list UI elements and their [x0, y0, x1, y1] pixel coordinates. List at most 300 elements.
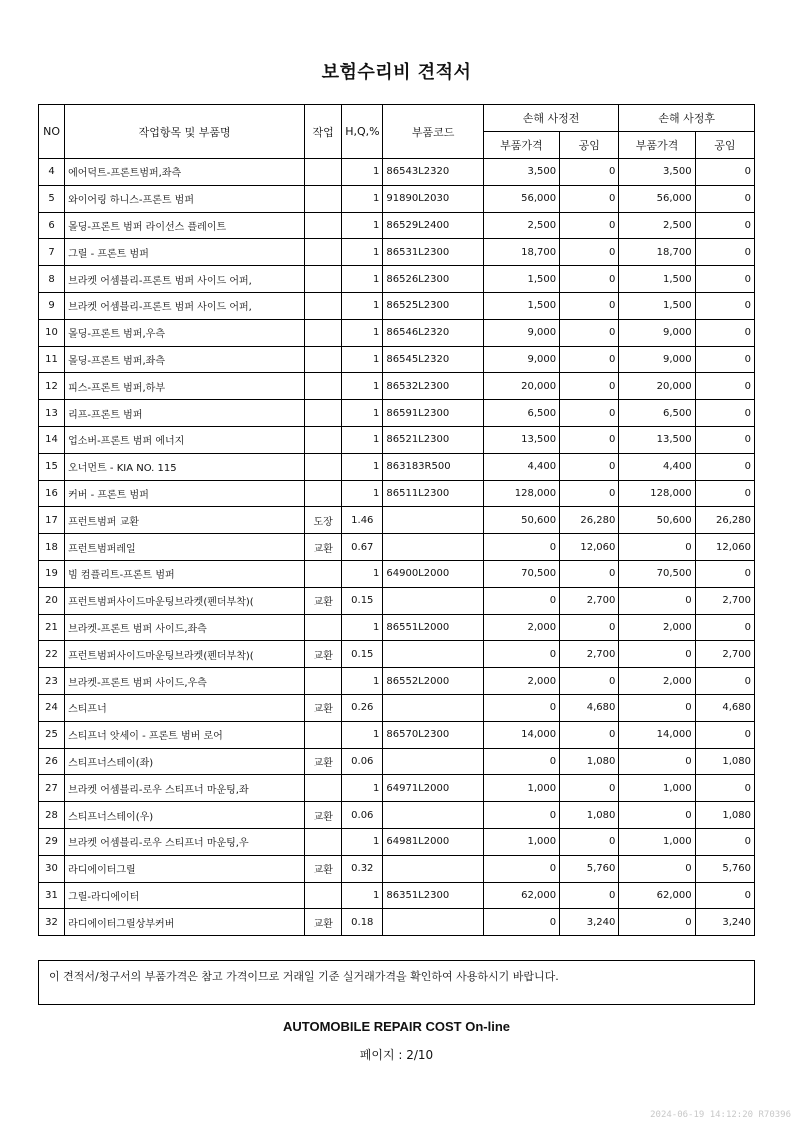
row-work-type — [305, 480, 342, 507]
row-after-part-price: 50,600 — [619, 507, 695, 534]
row-no: 28 — [39, 802, 65, 829]
row-before-labor: 2,700 — [560, 641, 619, 668]
row-after-part-price: 0 — [619, 587, 695, 614]
row-after-part-price: 56,000 — [619, 185, 695, 212]
row-item-name: 스티프너 — [65, 694, 305, 721]
row-part-code: 91890L2030 — [383, 185, 483, 212]
row-work-type: 교환 — [305, 855, 342, 882]
footer-title: AUTOMOBILE REPAIR COST On-line — [282, 1019, 511, 1034]
row-hq: 0.67 — [342, 534, 383, 561]
header-after-part-price: 부품가격 — [619, 132, 695, 159]
row-hq: 1 — [342, 373, 383, 400]
row-after-part-price: 2,000 — [619, 614, 695, 641]
row-before-labor: 26,280 — [560, 507, 619, 534]
row-before-part-price: 20,000 — [483, 373, 559, 400]
table-row — [39, 748, 755, 775]
row-item-name: 빔 컴플리트-프론트 범퍼 — [65, 560, 305, 587]
row-before-labor: 5,760 — [560, 855, 619, 882]
row-no: 24 — [39, 694, 65, 721]
row-no: 13 — [39, 400, 65, 427]
row-before-part-price: 56,000 — [483, 185, 559, 212]
row-after-part-price: 1,000 — [619, 775, 695, 802]
header-hq: H,Q,% — [342, 105, 383, 159]
row-part-code — [383, 641, 483, 668]
table-row — [39, 560, 755, 587]
row-before-part-price: 2,500 — [483, 212, 559, 239]
row-item-name: 스티프너 앗세이 - 프론트 범버 로어 — [65, 721, 305, 748]
row-work-type — [305, 212, 342, 239]
row-after-part-price: 14,000 — [619, 721, 695, 748]
row-work-type: 도장 — [305, 507, 342, 534]
row-item-name: 오너먼트 - KIA NO. 115 — [65, 453, 305, 480]
row-no: 4 — [39, 159, 65, 186]
row-after-part-price: 70,500 — [619, 560, 695, 587]
row-after-labor: 4,680 — [695, 694, 754, 721]
row-after-part-price: 128,000 — [619, 480, 695, 507]
row-part-code — [383, 534, 483, 561]
row-part-code: 86351L2300 — [383, 882, 483, 909]
row-after-part-price: 62,000 — [619, 882, 695, 909]
row-hq: 1 — [342, 480, 383, 507]
row-item-name: 브라켓 어셈블리-로우 스티프너 마운팅,좌 — [65, 775, 305, 802]
row-work-type — [305, 614, 342, 641]
row-after-labor: 0 — [695, 159, 754, 186]
row-after-labor: 2,700 — [695, 587, 754, 614]
row-before-part-price: 0 — [483, 855, 559, 882]
row-no: 18 — [39, 534, 65, 561]
table-row — [39, 266, 755, 293]
row-after-part-price: 18,700 — [619, 239, 695, 266]
row-part-code — [383, 587, 483, 614]
row-item-name: 프런트범퍼사이드마운팅브라켓(펜더부착)( — [65, 587, 305, 614]
row-no: 15 — [39, 453, 65, 480]
row-after-part-price: 0 — [619, 855, 695, 882]
row-before-labor: 0 — [560, 159, 619, 186]
row-after-labor: 0 — [695, 560, 754, 587]
estimate-rows — [39, 159, 755, 936]
header-work: 작업 — [305, 105, 342, 159]
table-row — [39, 614, 755, 641]
row-after-labor: 26,280 — [695, 507, 754, 534]
row-work-type — [305, 882, 342, 909]
table-row — [39, 319, 755, 346]
row-work-type: 교환 — [305, 641, 342, 668]
row-work-type — [305, 159, 342, 186]
page-number: 페이지 : 2/10 — [359, 1048, 434, 1062]
row-hq: 1 — [342, 828, 383, 855]
row-after-part-price: 2,000 — [619, 668, 695, 695]
row-hq: 0.32 — [342, 855, 383, 882]
row-after-labor: 0 — [695, 828, 754, 855]
timestamp-stamp: 2024-06-19 14:12:20 R70396 — [650, 1110, 791, 1120]
row-hq: 0.06 — [342, 748, 383, 775]
row-work-type — [305, 828, 342, 855]
row-item-name: 스티프너스테이(우) — [65, 802, 305, 829]
row-before-part-price: 14,000 — [483, 721, 559, 748]
row-hq: 1 — [342, 668, 383, 695]
row-after-labor: 0 — [695, 614, 754, 641]
row-before-labor: 0 — [560, 239, 619, 266]
row-work-type — [305, 453, 342, 480]
row-after-part-price: 9,000 — [619, 319, 695, 346]
row-no: 30 — [39, 855, 65, 882]
row-item-name: 브라켓-프론트 범퍼 사이드,좌측 — [65, 614, 305, 641]
row-hq: 1 — [342, 721, 383, 748]
header-after: 손해 사정후 — [619, 105, 755, 132]
table-row — [39, 775, 755, 802]
row-part-code: 64981L2000 — [383, 828, 483, 855]
row-part-code: 86546L2320 — [383, 319, 483, 346]
row-hq: 1 — [342, 292, 383, 319]
row-before-part-price: 18,700 — [483, 239, 559, 266]
row-after-labor: 12,060 — [695, 534, 754, 561]
row-item-name: 커버 - 프론트 범퍼 — [65, 480, 305, 507]
row-work-type — [305, 292, 342, 319]
table-row — [39, 587, 755, 614]
table-row — [39, 802, 755, 829]
row-before-labor: 0 — [560, 373, 619, 400]
table-row — [39, 212, 755, 239]
row-before-part-price: 2,000 — [483, 668, 559, 695]
row-before-part-price: 0 — [483, 641, 559, 668]
row-before-part-price: 9,000 — [483, 346, 559, 373]
row-after-labor: 0 — [695, 882, 754, 909]
row-part-code — [383, 748, 483, 775]
row-hq: 1 — [342, 319, 383, 346]
row-before-labor: 1,080 — [560, 748, 619, 775]
row-work-type — [305, 775, 342, 802]
row-part-code: 86545L2320 — [383, 346, 483, 373]
row-hq: 1 — [342, 212, 383, 239]
row-part-code — [383, 802, 483, 829]
row-before-part-price: 4,400 — [483, 453, 559, 480]
row-hq: 1 — [342, 400, 383, 427]
table-row — [39, 828, 755, 855]
row-hq: 1 — [342, 453, 383, 480]
row-before-part-price: 2,000 — [483, 614, 559, 641]
row-after-part-price: 4,400 — [619, 453, 695, 480]
row-item-name: 브라켓 어셈블리-프론트 범퍼 사이드 어퍼, — [65, 292, 305, 319]
price-notice: 이 견적서/청구서의 부품가격은 참고 가격이므로 거래일 기준 실거래가격을 확인하여 사용하시기 바랍니다. — [38, 960, 755, 1005]
row-after-labor: 1,080 — [695, 802, 754, 829]
row-work-type — [305, 346, 342, 373]
row-before-part-price: 50,600 — [483, 507, 559, 534]
estimate-table — [38, 104, 755, 936]
header-item: 작업항목 및 부품명 — [65, 105, 305, 159]
row-no: 11 — [39, 346, 65, 373]
row-before-labor: 0 — [560, 560, 619, 587]
row-part-code: 86543L2320 — [383, 159, 483, 186]
row-hq: 0.26 — [342, 694, 383, 721]
row-before-labor: 0 — [560, 292, 619, 319]
row-after-part-price: 0 — [619, 802, 695, 829]
row-after-labor: 0 — [695, 775, 754, 802]
row-item-name: 프런트범퍼레일 — [65, 534, 305, 561]
row-item-name: 프런트범퍼 교환 — [65, 507, 305, 534]
row-work-type — [305, 266, 342, 293]
row-item-name: 그릴 - 프론트 범퍼 — [65, 239, 305, 266]
table-row — [39, 453, 755, 480]
row-hq: 1 — [342, 346, 383, 373]
row-no: 14 — [39, 426, 65, 453]
row-item-name: 와이어링 하니스-프론트 범퍼 — [65, 185, 305, 212]
row-work-type — [305, 560, 342, 587]
row-part-code: 86570L2300 — [383, 721, 483, 748]
row-item-name: 브라켓 어셈블리-프론트 범퍼 사이드 어퍼, — [65, 266, 305, 293]
row-after-labor: 0 — [695, 212, 754, 239]
row-before-labor: 0 — [560, 346, 619, 373]
row-before-labor: 1,080 — [560, 802, 619, 829]
row-work-type — [305, 668, 342, 695]
table-row — [39, 909, 755, 936]
row-before-part-price: 0 — [483, 587, 559, 614]
row-after-labor: 0 — [695, 292, 754, 319]
table-row — [39, 507, 755, 534]
row-part-code: 86521L2300 — [383, 426, 483, 453]
row-hq: 1 — [342, 266, 383, 293]
table-row — [39, 373, 755, 400]
row-work-type — [305, 721, 342, 748]
row-part-code: 86525L2300 — [383, 292, 483, 319]
row-hq: 0.06 — [342, 802, 383, 829]
row-no: 10 — [39, 319, 65, 346]
row-no: 26 — [39, 748, 65, 775]
table-row — [39, 426, 755, 453]
row-item-name: 에어덕트-프론트범퍼,좌측 — [65, 159, 305, 186]
row-after-labor: 0 — [695, 480, 754, 507]
row-before-labor: 0 — [560, 266, 619, 293]
row-before-labor: 0 — [560, 426, 619, 453]
row-work-type — [305, 319, 342, 346]
row-after-part-price: 1,000 — [619, 828, 695, 855]
row-part-code: 86529L2400 — [383, 212, 483, 239]
row-after-labor: 0 — [695, 426, 754, 453]
row-part-code: 86552L2000 — [383, 668, 483, 695]
table-row — [39, 159, 755, 186]
row-no: 5 — [39, 185, 65, 212]
row-item-name: 라디에이터그릴상부커버 — [65, 909, 305, 936]
row-part-code — [383, 855, 483, 882]
row-item-name: 리프-프론트 범퍼 — [65, 400, 305, 427]
row-part-code: 86511L2300 — [383, 480, 483, 507]
row-part-code: 86532L2300 — [383, 373, 483, 400]
row-after-labor: 0 — [695, 239, 754, 266]
row-item-name: 브라켓-프론트 범퍼 사이드,우측 — [65, 668, 305, 695]
row-after-part-price: 0 — [619, 641, 695, 668]
header-before: 손해 사정전 — [483, 105, 619, 132]
row-work-type: 교환 — [305, 694, 342, 721]
row-part-code — [383, 694, 483, 721]
row-before-part-price: 1,500 — [483, 292, 559, 319]
row-after-labor: 0 — [695, 185, 754, 212]
row-after-labor: 0 — [695, 319, 754, 346]
row-before-part-price: 0 — [483, 802, 559, 829]
row-before-part-price: 128,000 — [483, 480, 559, 507]
table-row — [39, 292, 755, 319]
row-hq: 0.18 — [342, 909, 383, 936]
row-no: 9 — [39, 292, 65, 319]
row-after-labor: 1,080 — [695, 748, 754, 775]
row-item-name: 피스-프론트 범퍼,하부 — [65, 373, 305, 400]
row-item-name: 프런트범퍼사이드마운팅브라켓(펜더부착)( — [65, 641, 305, 668]
row-item-name: 라디에이터그릴 — [65, 855, 305, 882]
table-row — [39, 641, 755, 668]
row-hq: 1 — [342, 239, 383, 266]
row-before-labor: 0 — [560, 212, 619, 239]
row-before-part-price: 0 — [483, 694, 559, 721]
row-work-type — [305, 373, 342, 400]
row-item-name: 몰딩-프론트 범퍼,좌측 — [65, 346, 305, 373]
row-part-code: 86526L2300 — [383, 266, 483, 293]
row-before-part-price: 13,500 — [483, 426, 559, 453]
row-work-type: 교환 — [305, 534, 342, 561]
row-after-part-price: 13,500 — [619, 426, 695, 453]
row-no: 25 — [39, 721, 65, 748]
row-no: 7 — [39, 239, 65, 266]
row-work-type — [305, 426, 342, 453]
row-part-code: 64900L2000 — [383, 560, 483, 587]
table-row — [39, 346, 755, 373]
table-row — [39, 534, 755, 561]
row-work-type — [305, 185, 342, 212]
header-code: 부품코드 — [383, 105, 483, 159]
row-before-part-price: 9,000 — [483, 319, 559, 346]
row-part-code: 64971L2000 — [383, 775, 483, 802]
row-no: 27 — [39, 775, 65, 802]
row-after-labor: 5,760 — [695, 855, 754, 882]
row-after-part-price: 0 — [619, 909, 695, 936]
row-after-part-price: 2,500 — [619, 212, 695, 239]
row-item-name: 업소버-프론트 범퍼 에너지 — [65, 426, 305, 453]
row-after-labor: 0 — [695, 346, 754, 373]
row-part-code — [383, 507, 483, 534]
row-part-code: 863183R500 — [383, 453, 483, 480]
row-after-labor: 0 — [695, 668, 754, 695]
document-title: 보험수리비 견적서 — [321, 62, 472, 83]
row-no: 20 — [39, 587, 65, 614]
row-before-labor: 0 — [560, 400, 619, 427]
row-no: 17 — [39, 507, 65, 534]
row-before-part-price: 1,500 — [483, 266, 559, 293]
table-row — [39, 721, 755, 748]
row-no: 31 — [39, 882, 65, 909]
row-item-name: 몰딩-프론트 범퍼,우측 — [65, 319, 305, 346]
row-hq: 1 — [342, 426, 383, 453]
row-no: 12 — [39, 373, 65, 400]
row-before-labor: 0 — [560, 668, 619, 695]
row-before-labor: 0 — [560, 480, 619, 507]
row-before-labor: 0 — [560, 614, 619, 641]
table-row — [39, 694, 755, 721]
row-hq: 1 — [342, 882, 383, 909]
row-part-code: 86551L2000 — [383, 614, 483, 641]
row-item-name: 그릴-라디에이터 — [65, 882, 305, 909]
row-before-part-price: 0 — [483, 748, 559, 775]
row-hq: 1 — [342, 185, 383, 212]
row-no: 16 — [39, 480, 65, 507]
row-no: 6 — [39, 212, 65, 239]
row-after-labor: 0 — [695, 453, 754, 480]
row-no: 29 — [39, 828, 65, 855]
row-before-labor: 0 — [560, 882, 619, 909]
row-part-code: 86591L2300 — [383, 400, 483, 427]
row-work-type — [305, 239, 342, 266]
row-after-part-price: 6,500 — [619, 400, 695, 427]
row-before-labor: 12,060 — [560, 534, 619, 561]
table-row — [39, 185, 755, 212]
row-before-labor: 4,680 — [560, 694, 619, 721]
row-item-name: 브라켓 어셈블리-로우 스티프너 마운팅,우 — [65, 828, 305, 855]
row-before-labor: 2,700 — [560, 587, 619, 614]
row-before-part-price: 3,500 — [483, 159, 559, 186]
row-no: 8 — [39, 266, 65, 293]
row-after-part-price: 9,000 — [619, 346, 695, 373]
row-work-type: 교환 — [305, 587, 342, 614]
header-before-part-price: 부품가격 — [483, 132, 559, 159]
header-after-labor: 공임 — [695, 132, 754, 159]
row-no: 21 — [39, 614, 65, 641]
row-after-part-price: 1,500 — [619, 266, 695, 293]
row-before-part-price: 1,000 — [483, 828, 559, 855]
row-work-type — [305, 400, 342, 427]
header-no: NO — [39, 105, 65, 159]
row-work-type: 교환 — [305, 802, 342, 829]
row-before-labor: 0 — [560, 453, 619, 480]
row-after-labor: 2,700 — [695, 641, 754, 668]
row-after-labor: 3,240 — [695, 909, 754, 936]
row-before-labor: 0 — [560, 828, 619, 855]
row-item-name: 몰딩-프론트 범퍼 라이선스 플레이트 — [65, 212, 305, 239]
table-row — [39, 480, 755, 507]
row-after-labor: 0 — [695, 721, 754, 748]
row-after-labor: 0 — [695, 400, 754, 427]
row-after-part-price: 0 — [619, 694, 695, 721]
row-before-labor: 0 — [560, 721, 619, 748]
table-row — [39, 882, 755, 909]
table-row — [39, 400, 755, 427]
row-hq: 0.15 — [342, 587, 383, 614]
row-after-part-price: 20,000 — [619, 373, 695, 400]
row-before-part-price: 6,500 — [483, 400, 559, 427]
row-after-labor: 0 — [695, 266, 754, 293]
row-hq: 1 — [342, 775, 383, 802]
row-before-part-price: 0 — [483, 909, 559, 936]
row-after-part-price: 3,500 — [619, 159, 695, 186]
table-row — [39, 668, 755, 695]
row-hq: 1 — [342, 614, 383, 641]
row-after-part-price: 0 — [619, 534, 695, 561]
table-row — [39, 855, 755, 882]
row-hq: 1 — [342, 159, 383, 186]
row-no: 19 — [39, 560, 65, 587]
row-no: 22 — [39, 641, 65, 668]
header-before-labor: 공임 — [560, 132, 619, 159]
row-hq: 1.46 — [342, 507, 383, 534]
row-after-part-price: 1,500 — [619, 292, 695, 319]
row-before-labor: 0 — [560, 775, 619, 802]
row-no: 32 — [39, 909, 65, 936]
row-no: 23 — [39, 668, 65, 695]
row-before-labor: 0 — [560, 319, 619, 346]
row-before-part-price: 0 — [483, 534, 559, 561]
row-before-part-price: 70,500 — [483, 560, 559, 587]
row-before-part-price: 62,000 — [483, 882, 559, 909]
row-item-name: 스티프너스테이(좌) — [65, 748, 305, 775]
row-after-part-price: 0 — [619, 748, 695, 775]
row-after-labor: 0 — [695, 373, 754, 400]
row-before-labor: 3,240 — [560, 909, 619, 936]
row-hq: 1 — [342, 560, 383, 587]
